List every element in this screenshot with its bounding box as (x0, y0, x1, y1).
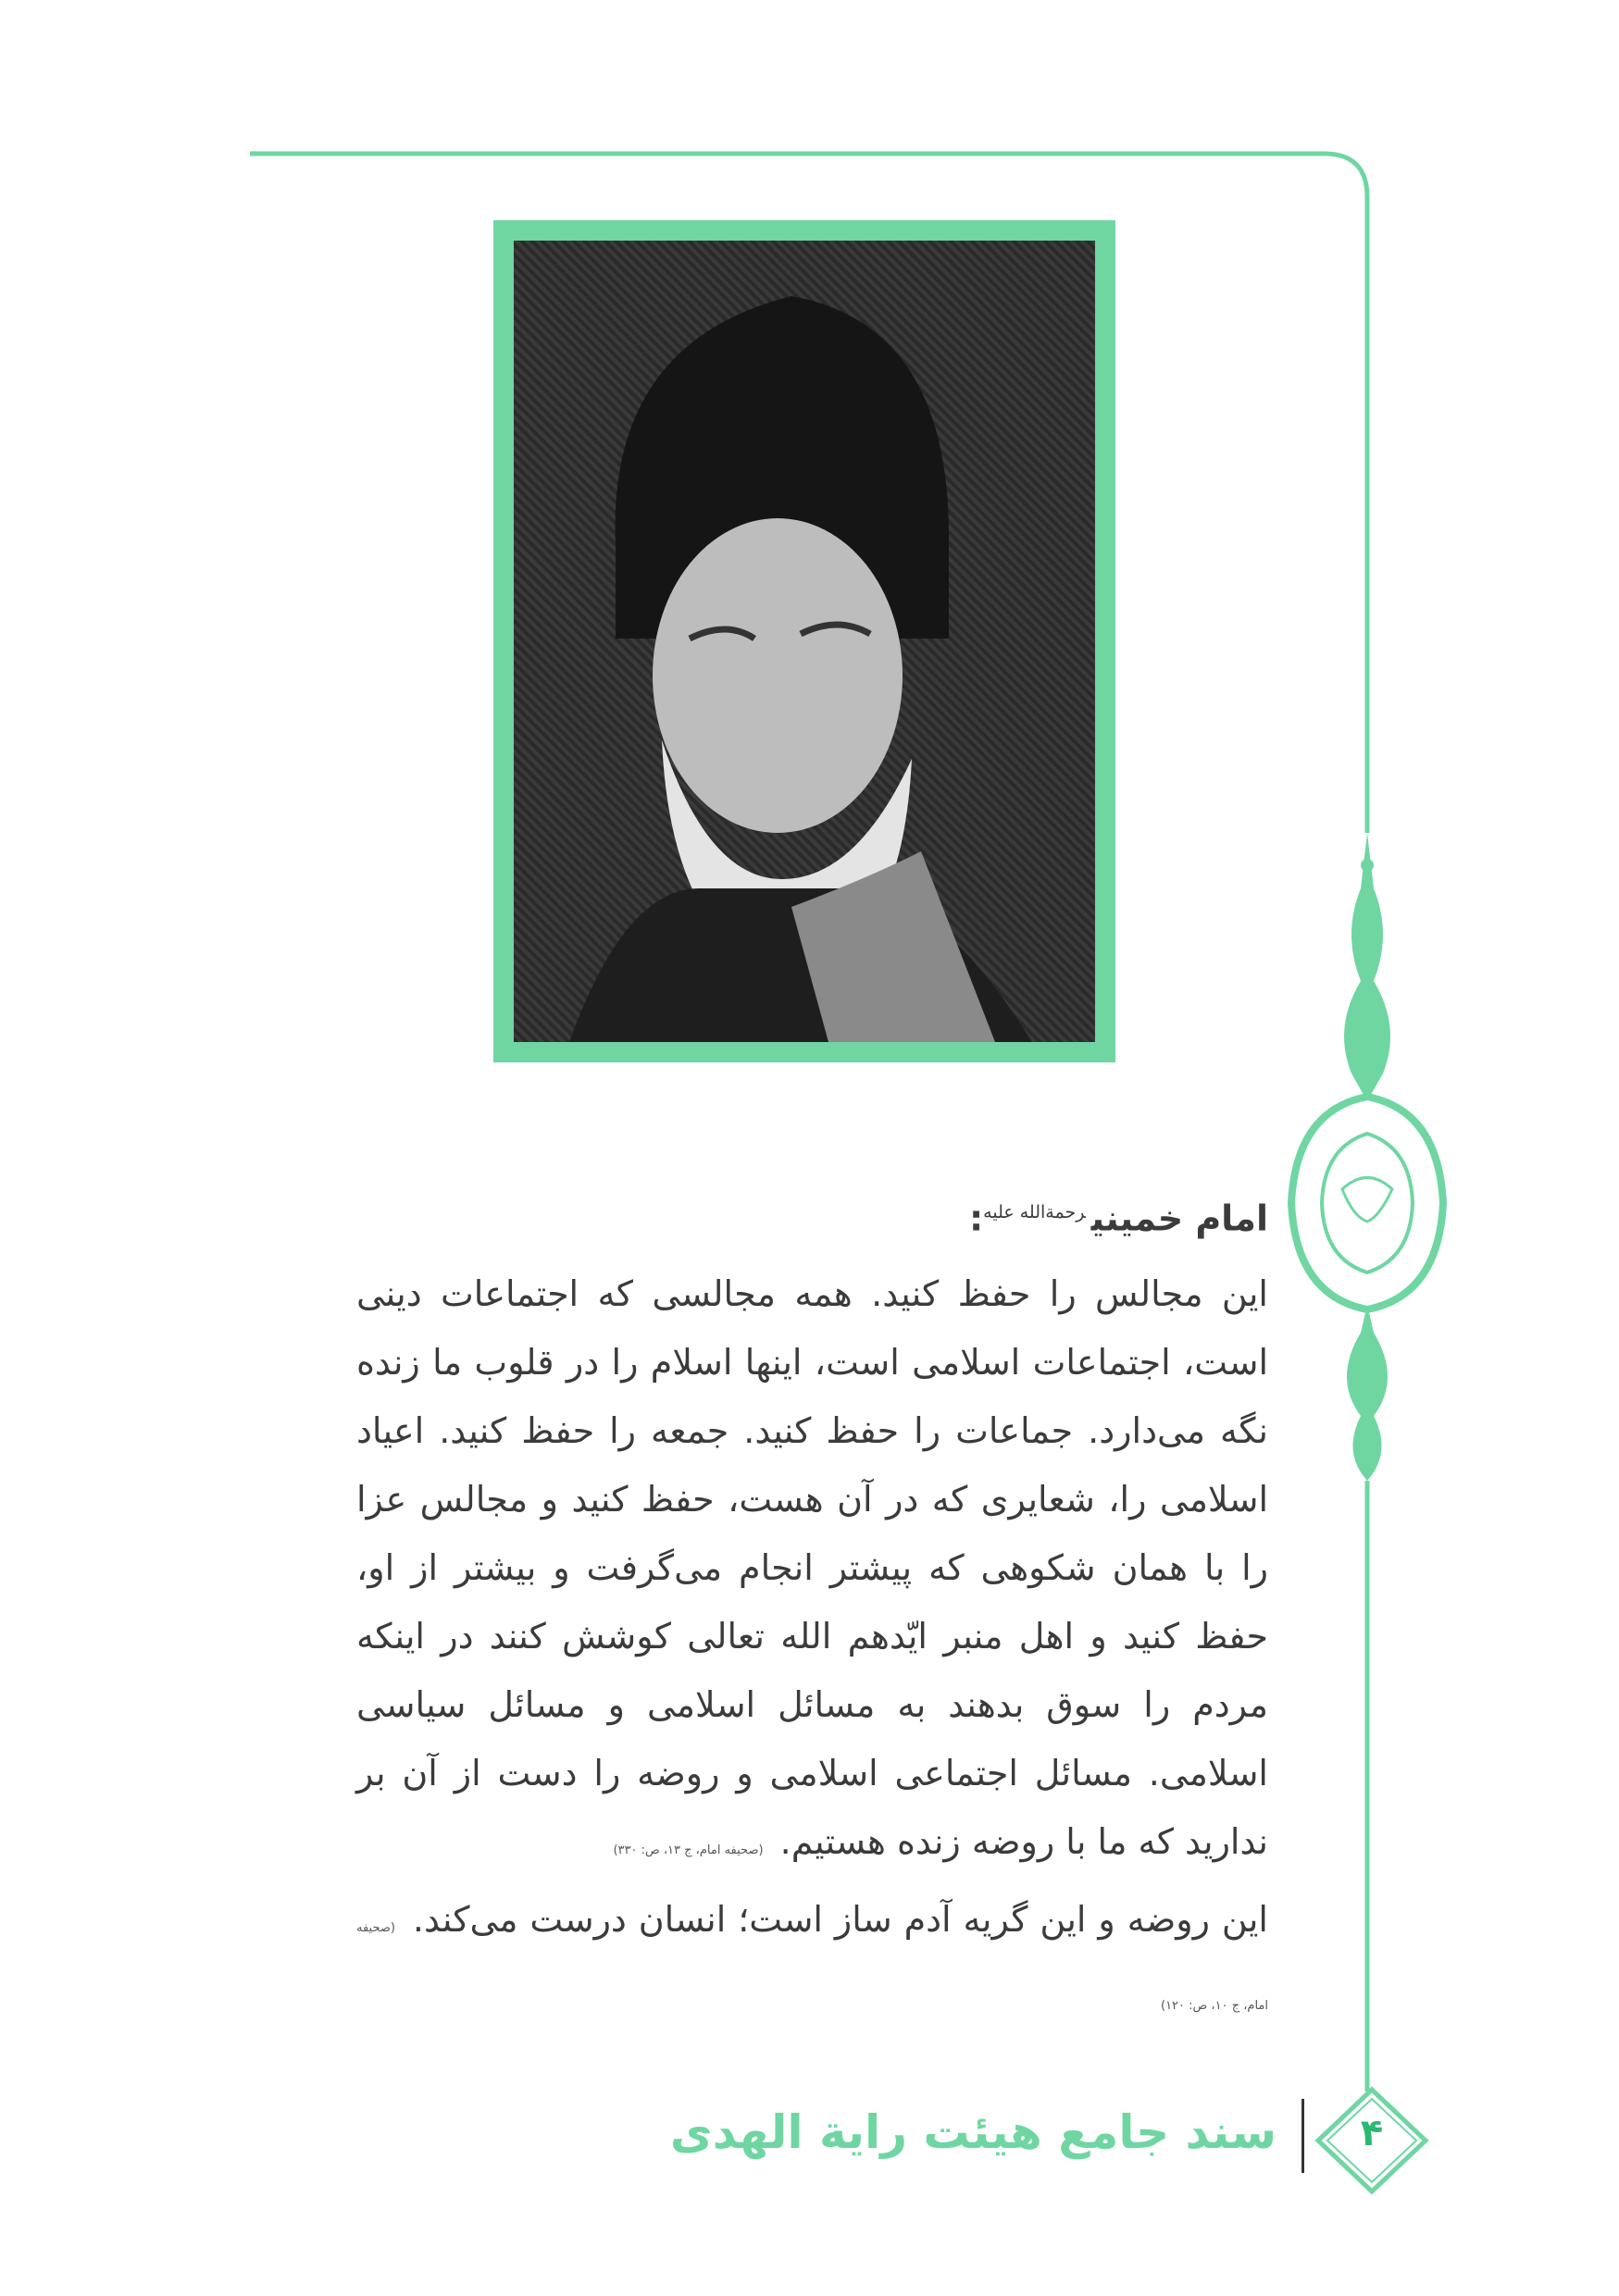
portrait-frame (493, 220, 1115, 1062)
quote-text-1: این مجالس را حفظ کنید. همه مجالسی که اجتماعات دینی است، اجتماعات اسلامی است، اینها اسلام را در قلوب ما زنده نگه می‌دارد. جماعات را حفظ کنید. جمعه را حفظ کنید. اعیاد اسلامی را، شعایری که در آن هست، حفظ کنید و مجالس عزا را با همان شکوهی که پیشتر انجام می‌گرفت و بیشتر از او، حفظ کنید و اهل منبر ایّدهم الله تعالی کوشش کنند در اینکه مردم را سوق بدهند به مسائل اسلامی و مسائل سیاسی اسلامی. مسائل اجتماعی اسلامی و روضه را دست از آن بر ندارید که ما با روضه زنده هستیم. (356, 1272, 1268, 1862)
quote-text-2: این روضه و این گریه آدم ساز است؛ انسان درست می‌کند. (412, 1898, 1268, 1940)
portrait-illustration (514, 241, 1095, 1042)
portrait-photo (514, 241, 1095, 1042)
heading-colon: : (968, 1198, 984, 1239)
quote-paragraph-2 (356, 1885, 1268, 2041)
quote-heading (356, 1185, 1268, 1247)
quote-block (356, 1185, 1268, 2041)
document-title: سند جامع هیئت رایة الهدی (669, 2105, 1277, 2159)
speaker-honorific: رحمة‌الله علیه (983, 1202, 1086, 1222)
quote-paragraph (356, 1260, 1268, 1885)
footer-divider (1301, 2099, 1304, 2173)
arabesque-ornament (1291, 833, 1443, 1481)
citation-1: (صحیفه امام، ج ۱۳، ص: ۳۳۰) (613, 1843, 764, 1857)
citation-2: (صحیفه امام، ج ۱۰، ص: ۱۲۰) (356, 1920, 1268, 2013)
speaker-name: امام خمینی (1090, 1198, 1268, 1239)
page-number: ۴ (1360, 2112, 1384, 2154)
